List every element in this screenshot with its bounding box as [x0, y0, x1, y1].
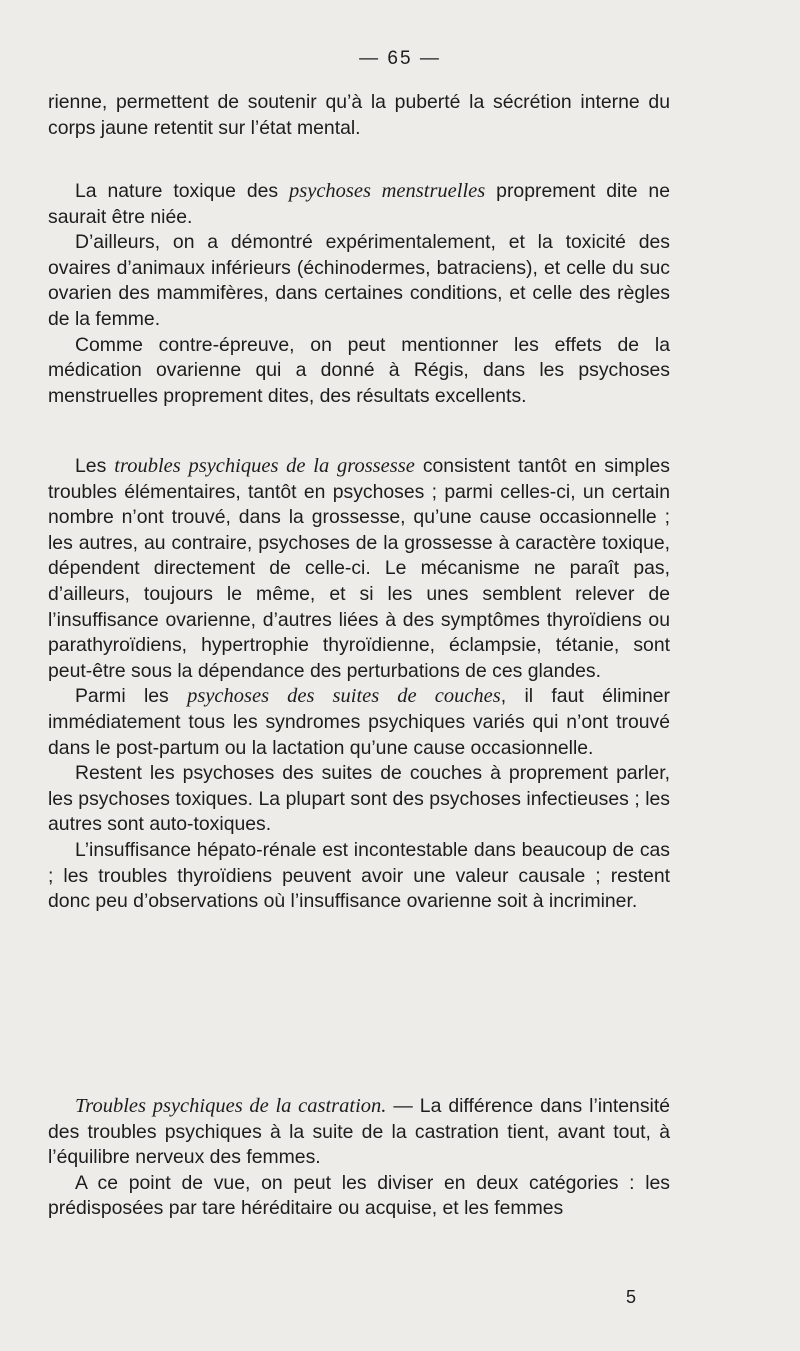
- paragraph: [48, 1094, 670, 1171]
- text-block-1: [48, 90, 670, 141]
- italic-heading: Troubles psychiques de la castration.: [75, 1095, 387, 1117]
- italic-term: psychoses menstruelles: [289, 180, 486, 202]
- paragraph: Restent les psychoses des suites de couches à proprement parler, les psychoses toxiques. La plupart sont des psychoses infectieuses ; les autres sont auto-toxiques.: [48, 762, 670, 836]
- paragraph: D’ailleurs, on a démontré expérimentalement, et la toxicité des ovaires d’animaux inférieurs (échinodermes, batraciens), et celle du suc ovarien des mammifères, dans certaines conditions, et celle des règles de la femme.: [48, 231, 670, 330]
- italic-term: troubles psychiques de la grossesse: [114, 455, 415, 477]
- text-run: , il faut éliminer immédiatement tous les syndromes psychiques variés qui n’ont trouvé dans le post-partum ou la lactation qu’une cause occasionnelle.: [48, 685, 670, 759]
- paragraph: A ce point de vue, on peut les diviser en deux catégories : les prédisposées par tare héréditaire ou acquise, et les femmes: [48, 1171, 670, 1220]
- text-block-2: [48, 179, 670, 409]
- text-run: Parmi les: [75, 685, 188, 708]
- text-run: proprement dite ne saurait être niée.: [48, 180, 671, 228]
- text-run: consistent tantôt en simples troubles élémentaires, tantôt en psychoses ; parmi celles-ci, un certain nombre n’ont trouvé, dans la grossesse, qu’une cause occasionnelle ; les autres, au contraire, psychoses de la grossesse à caractère toxique, dépendent directement de celle-ci. Le mécanisme ne paraît pas, d’ailleurs, toujours le même, et si les unes semblent relever de l’insuffisance ovarienne, d’autres liées à des symptômes thyroïdiens ou parathyroïdiens, hypertrophie thyroïdienne, éclampsie, tétanie, sont peut-être sous la dépendance des perturbations de ces glandes.: [48, 455, 670, 682]
- paragraph: [48, 684, 670, 761]
- paragraph: Comme contre-épreuve, on peut mentionner les effets de la médication ovarienne qui a donné à Régis, dans les psychoses menstruelles proprement dites, des résultats excellents.: [48, 333, 670, 407]
- text-run: — La différence dans l’intensité des troubles psychiques à la suite de la castration tient, avant tout, à l’équilibre nerveux des femmes.: [48, 1095, 670, 1169]
- page-number-header: — 65 —: [359, 48, 441, 69]
- paragraph: L’insuffisance hépato-rénale est incontestable dans beaucoup de cas ; les troubles thyroïdiens peuvent avoir une valeur causale ; restent donc peu d’observations où l’insuffisance ovarienne soit à incriminer.: [48, 838, 670, 913]
- text-run: Les: [75, 455, 115, 477]
- italic-term: psychoses des suites de couches: [187, 685, 501, 708]
- text-block-4: [48, 1094, 670, 1222]
- paragraph: [48, 454, 670, 684]
- text-run: La nature toxique des: [75, 180, 289, 202]
- signature-mark: 5: [626, 1287, 637, 1307]
- paragraph: rienne, permettent de soutenir qu’à la puberté la sécrétion interne du corps jaune retentit sur l’état mental.: [48, 91, 670, 139]
- paragraph: [48, 179, 670, 230]
- text-block-3: [48, 454, 670, 915]
